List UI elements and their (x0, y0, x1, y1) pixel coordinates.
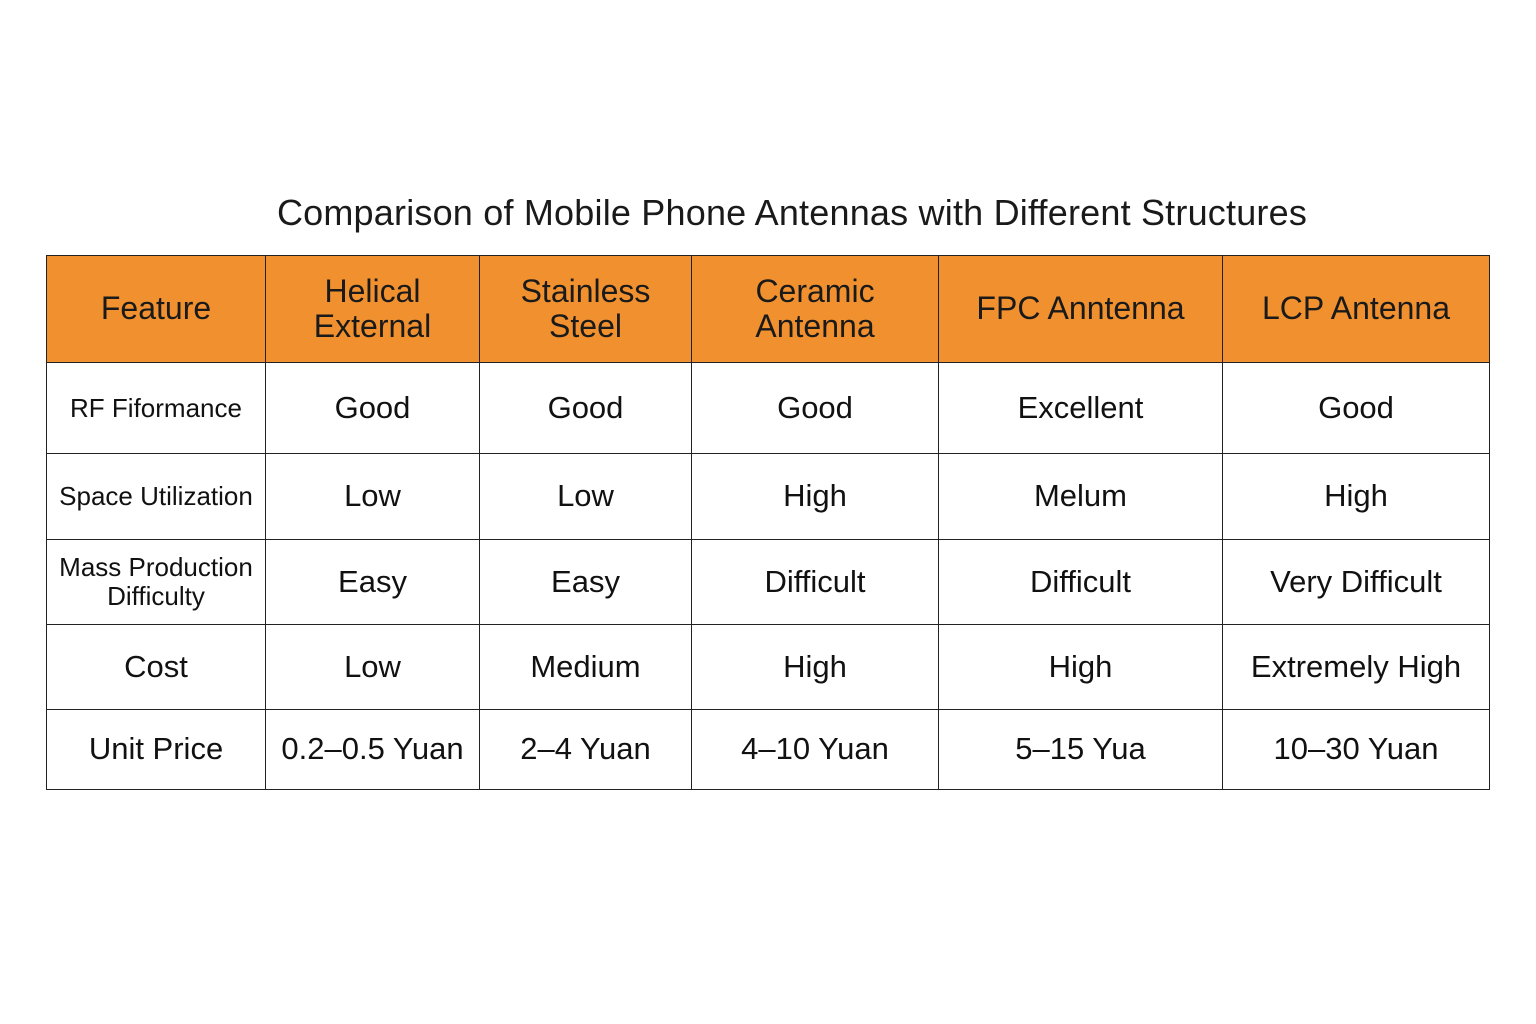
table-row (47, 363, 1490, 454)
row-label: Mass Production Difficulty (47, 540, 266, 625)
table-cell: High (692, 625, 939, 710)
table-cell: High (692, 454, 939, 540)
table-cell: 10–30 Yuan (1223, 710, 1490, 790)
table-cell: Good (1223, 363, 1490, 454)
table-cell: Easy (480, 540, 692, 625)
table-cell: Difficult (939, 540, 1223, 625)
row-label: Cost (47, 625, 266, 710)
table-row (47, 454, 1490, 540)
row-label: Unit Price (47, 710, 266, 790)
chart-title: Comparison of Mobile Phone Antennas with Different Structures (276, 192, 1308, 233)
table-cell: High (1223, 454, 1490, 540)
table-cell: 2–4 Yuan (480, 710, 692, 790)
header-stainless-steel: Stainless Steel (480, 256, 692, 363)
table-row (47, 710, 1490, 790)
header-row (47, 256, 1490, 363)
row-label: Space Utilization (47, 454, 266, 540)
comparison-table (46, 255, 1490, 790)
table-cell: 4–10 Yuan (692, 710, 939, 790)
table-cell: 5–15 Yua (939, 710, 1223, 790)
table-cell: Very Difficult (1223, 540, 1490, 625)
table-cell: Low (480, 454, 692, 540)
table-cell: Extremely High (1223, 625, 1490, 710)
header-helical-external: Helical External (266, 256, 480, 363)
header-ceramic-antenna: Ceramic Antenna (692, 256, 939, 363)
table-cell: Low (266, 625, 480, 710)
table-cell: Excellent (939, 363, 1223, 454)
table-cell: Good (266, 363, 480, 454)
table-cell: 0.2–0.5 Yuan (266, 710, 480, 790)
table-row (47, 540, 1490, 625)
row-label: RF Fiformance (47, 363, 266, 454)
table-cell: Low (266, 454, 480, 540)
table-cell: Melum (939, 454, 1223, 540)
table-cell: Good (480, 363, 692, 454)
header-lcp-antenna: LCP Antenna (1223, 256, 1490, 363)
header-fpc-antenna: FPC Anntenna (939, 256, 1223, 363)
table-cell: High (939, 625, 1223, 710)
table-cell: Good (692, 363, 939, 454)
table-row (47, 625, 1490, 710)
header-feature: Feature (47, 256, 266, 363)
table-cell: Easy (266, 540, 480, 625)
table-cell: Difficult (692, 540, 939, 625)
table-cell: Medium (480, 625, 692, 710)
